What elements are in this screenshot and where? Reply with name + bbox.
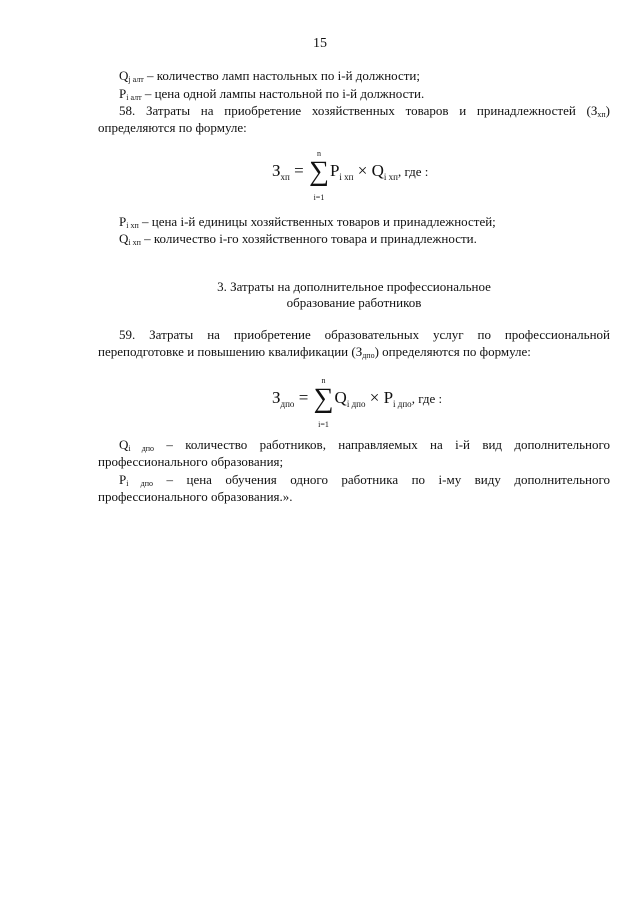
item-58-line2: определяются по формуле: [98,120,247,135]
formula-hp: $З_{хп}$ = n ∑ i=1 $P_{i хп} \times Q_{i хп}$, где : [272,149,429,202]
item-58-line1: 58. Затраты на приобретение хозяйственных товаров и принадлежностей (Зхп) [119,103,610,119]
section-3-heading-line1: 3. Затраты на дополнительное профессиональное [217,279,491,294]
page-number: 15 [313,36,327,51]
definition-q-dpo-line2: профессионального образования; [98,454,284,469]
item-59-line2: переподготовке и повышению квалификации (Здпо) определяются по формуле: [98,344,531,360]
item-59-line1: 59. Затраты на приобретение образовательных услуг по профессиональной [119,327,610,342]
sum-symbol: n ∑ i=1 [313,376,334,429]
definition-q-alt: Qj алт – количество ламп настольных по i-й должности; [119,68,420,84]
definition-q-dpo-line1: Qi дпо – количество работников, направляемых на i-й вид дополнительного [119,437,610,453]
definition-p-dpo-line1: Pi дпо – цена обучения одного работника по i-му виду дополнительного [119,472,610,488]
definition-p-alt: Pi алт – цена одной лампы настольной по i-й должности. [119,86,425,102]
formula-dpo: $З_{дпо}$ = n ∑ i=1 $Q_{i дпо} \times P_{i дпо}$, где : [272,376,443,429]
definition-q-hp: Qi хп – количество i-го хозяйственного товара и принадлежности. [119,231,477,247]
definition-p-dpo-line2: профессионального образования.». [98,489,293,504]
section-3-heading-line2: образование работников [286,295,422,310]
definition-p-hp: Pi хп – цена i-й единицы хозяйственных товаров и принадлежностей; [119,214,496,230]
sum-symbol: n ∑ i=1 [308,149,329,202]
